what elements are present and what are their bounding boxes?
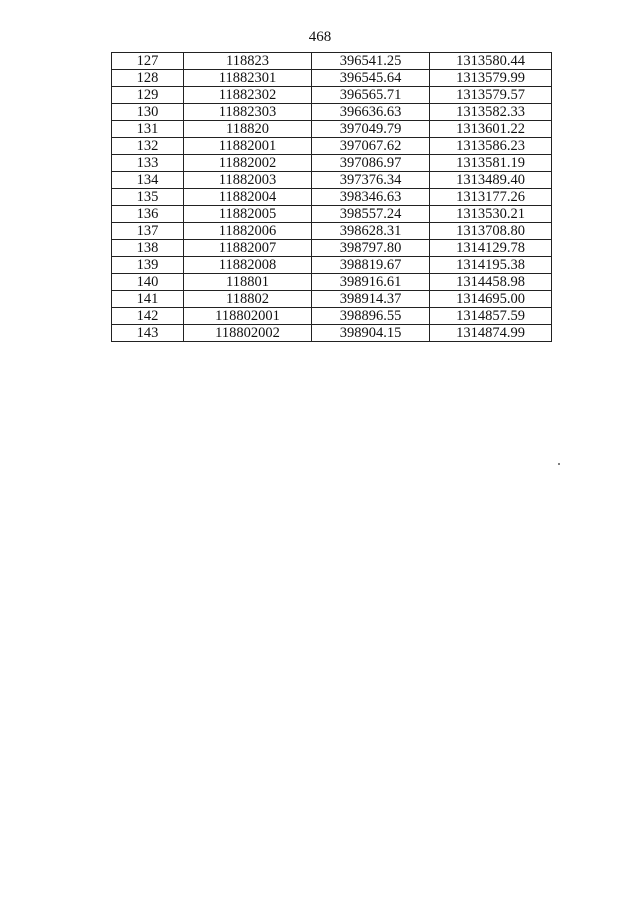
y-coordinate-cell: 1313601.22 bbox=[430, 121, 552, 138]
table-row bbox=[112, 155, 552, 172]
y-coordinate-cell: 1314874.99 bbox=[430, 325, 552, 342]
table-row bbox=[112, 325, 552, 342]
point-index-cell: 134 bbox=[112, 172, 184, 189]
y-coordinate-cell: 1314695.00 bbox=[430, 291, 552, 308]
point-index-cell: 128 bbox=[112, 70, 184, 87]
point-id-cell: 11882301 bbox=[184, 70, 312, 87]
x-coordinate-cell: 398628.31 bbox=[312, 223, 430, 240]
y-coordinate-cell: 1314129.78 bbox=[430, 240, 552, 257]
table-row bbox=[112, 189, 552, 206]
table-row bbox=[112, 291, 552, 308]
point-index-cell: 130 bbox=[112, 104, 184, 121]
table-row bbox=[112, 206, 552, 223]
x-coordinate-cell: 397067.62 bbox=[312, 138, 430, 155]
x-coordinate-cell: 396636.63 bbox=[312, 104, 430, 121]
x-coordinate-cell: 398346.63 bbox=[312, 189, 430, 206]
table-row bbox=[112, 240, 552, 257]
y-coordinate-cell: 1314458.98 bbox=[430, 274, 552, 291]
table-row bbox=[112, 223, 552, 240]
y-coordinate-cell: 1313580.44 bbox=[430, 53, 552, 70]
point-id-cell: 11882006 bbox=[184, 223, 312, 240]
x-coordinate-cell: 396545.64 bbox=[312, 70, 430, 87]
table-row bbox=[112, 138, 552, 155]
point-index-cell: 138 bbox=[112, 240, 184, 257]
y-coordinate-cell: 1313530.21 bbox=[430, 206, 552, 223]
y-coordinate-cell: 1313582.33 bbox=[430, 104, 552, 121]
point-index-cell: 131 bbox=[112, 121, 184, 138]
point-id-cell: 11882007 bbox=[184, 240, 312, 257]
point-id-cell: 11882003 bbox=[184, 172, 312, 189]
x-coordinate-cell: 398797.80 bbox=[312, 240, 430, 257]
table-row bbox=[112, 53, 552, 70]
y-coordinate-cell: 1314195.38 bbox=[430, 257, 552, 274]
point-index-cell: 135 bbox=[112, 189, 184, 206]
table-row bbox=[112, 121, 552, 138]
x-coordinate-cell: 397376.34 bbox=[312, 172, 430, 189]
x-coordinate-cell: 397049.79 bbox=[312, 121, 430, 138]
point-id-cell: 118823 bbox=[184, 53, 312, 70]
table-row bbox=[112, 172, 552, 189]
y-coordinate-cell: 1313581.19 bbox=[430, 155, 552, 172]
point-id-cell: 118802002 bbox=[184, 325, 312, 342]
point-index-cell: 140 bbox=[112, 274, 184, 291]
y-coordinate-cell: 1313579.57 bbox=[430, 87, 552, 104]
point-id-cell: 118820 bbox=[184, 121, 312, 138]
page-number: 468 bbox=[308, 29, 332, 45]
x-coordinate-cell: 397086.97 bbox=[312, 155, 430, 172]
point-index-cell: 139 bbox=[112, 257, 184, 274]
x-coordinate-cell: 398914.37 bbox=[312, 291, 430, 308]
point-index-cell: 137 bbox=[112, 223, 184, 240]
x-coordinate-cell: 398557.24 bbox=[312, 206, 430, 223]
scan-speck bbox=[558, 463, 560, 465]
table-row bbox=[112, 87, 552, 104]
y-coordinate-cell: 1313489.40 bbox=[430, 172, 552, 189]
x-coordinate-cell: 396565.71 bbox=[312, 87, 430, 104]
point-id-cell: 11882004 bbox=[184, 189, 312, 206]
point-index-cell: 136 bbox=[112, 206, 184, 223]
point-index-cell: 133 bbox=[112, 155, 184, 172]
table-row bbox=[112, 308, 552, 325]
point-id-cell: 11882302 bbox=[184, 87, 312, 104]
y-coordinate-cell: 1313579.99 bbox=[430, 70, 552, 87]
point-id-cell: 118802 bbox=[184, 291, 312, 308]
point-id-cell: 11882005 bbox=[184, 206, 312, 223]
point-index-cell: 127 bbox=[112, 53, 184, 70]
x-coordinate-cell: 398819.67 bbox=[312, 257, 430, 274]
point-index-cell: 141 bbox=[112, 291, 184, 308]
point-index-cell: 142 bbox=[112, 308, 184, 325]
point-id-cell: 11882002 bbox=[184, 155, 312, 172]
x-coordinate-cell: 396541.25 bbox=[312, 53, 430, 70]
y-coordinate-cell: 1313177.26 bbox=[430, 189, 552, 206]
point-id-cell: 11882008 bbox=[184, 257, 312, 274]
point-id-cell: 11882303 bbox=[184, 104, 312, 121]
table-row bbox=[112, 104, 552, 121]
point-id-cell: 118802001 bbox=[184, 308, 312, 325]
point-index-cell: 132 bbox=[112, 138, 184, 155]
point-id-cell: 118801 bbox=[184, 274, 312, 291]
y-coordinate-cell: 1313586.23 bbox=[430, 138, 552, 155]
point-index-cell: 129 bbox=[112, 87, 184, 104]
table-row bbox=[112, 257, 552, 274]
coordinates-table bbox=[111, 52, 552, 342]
x-coordinate-cell: 398904.15 bbox=[312, 325, 430, 342]
y-coordinate-cell: 1313708.80 bbox=[430, 223, 552, 240]
table-row bbox=[112, 70, 552, 87]
point-index-cell: 143 bbox=[112, 325, 184, 342]
table-row bbox=[112, 274, 552, 291]
x-coordinate-cell: 398916.61 bbox=[312, 274, 430, 291]
x-coordinate-cell: 398896.55 bbox=[312, 308, 430, 325]
coordinates-table-body bbox=[112, 53, 552, 342]
y-coordinate-cell: 1314857.59 bbox=[430, 308, 552, 325]
point-id-cell: 11882001 bbox=[184, 138, 312, 155]
